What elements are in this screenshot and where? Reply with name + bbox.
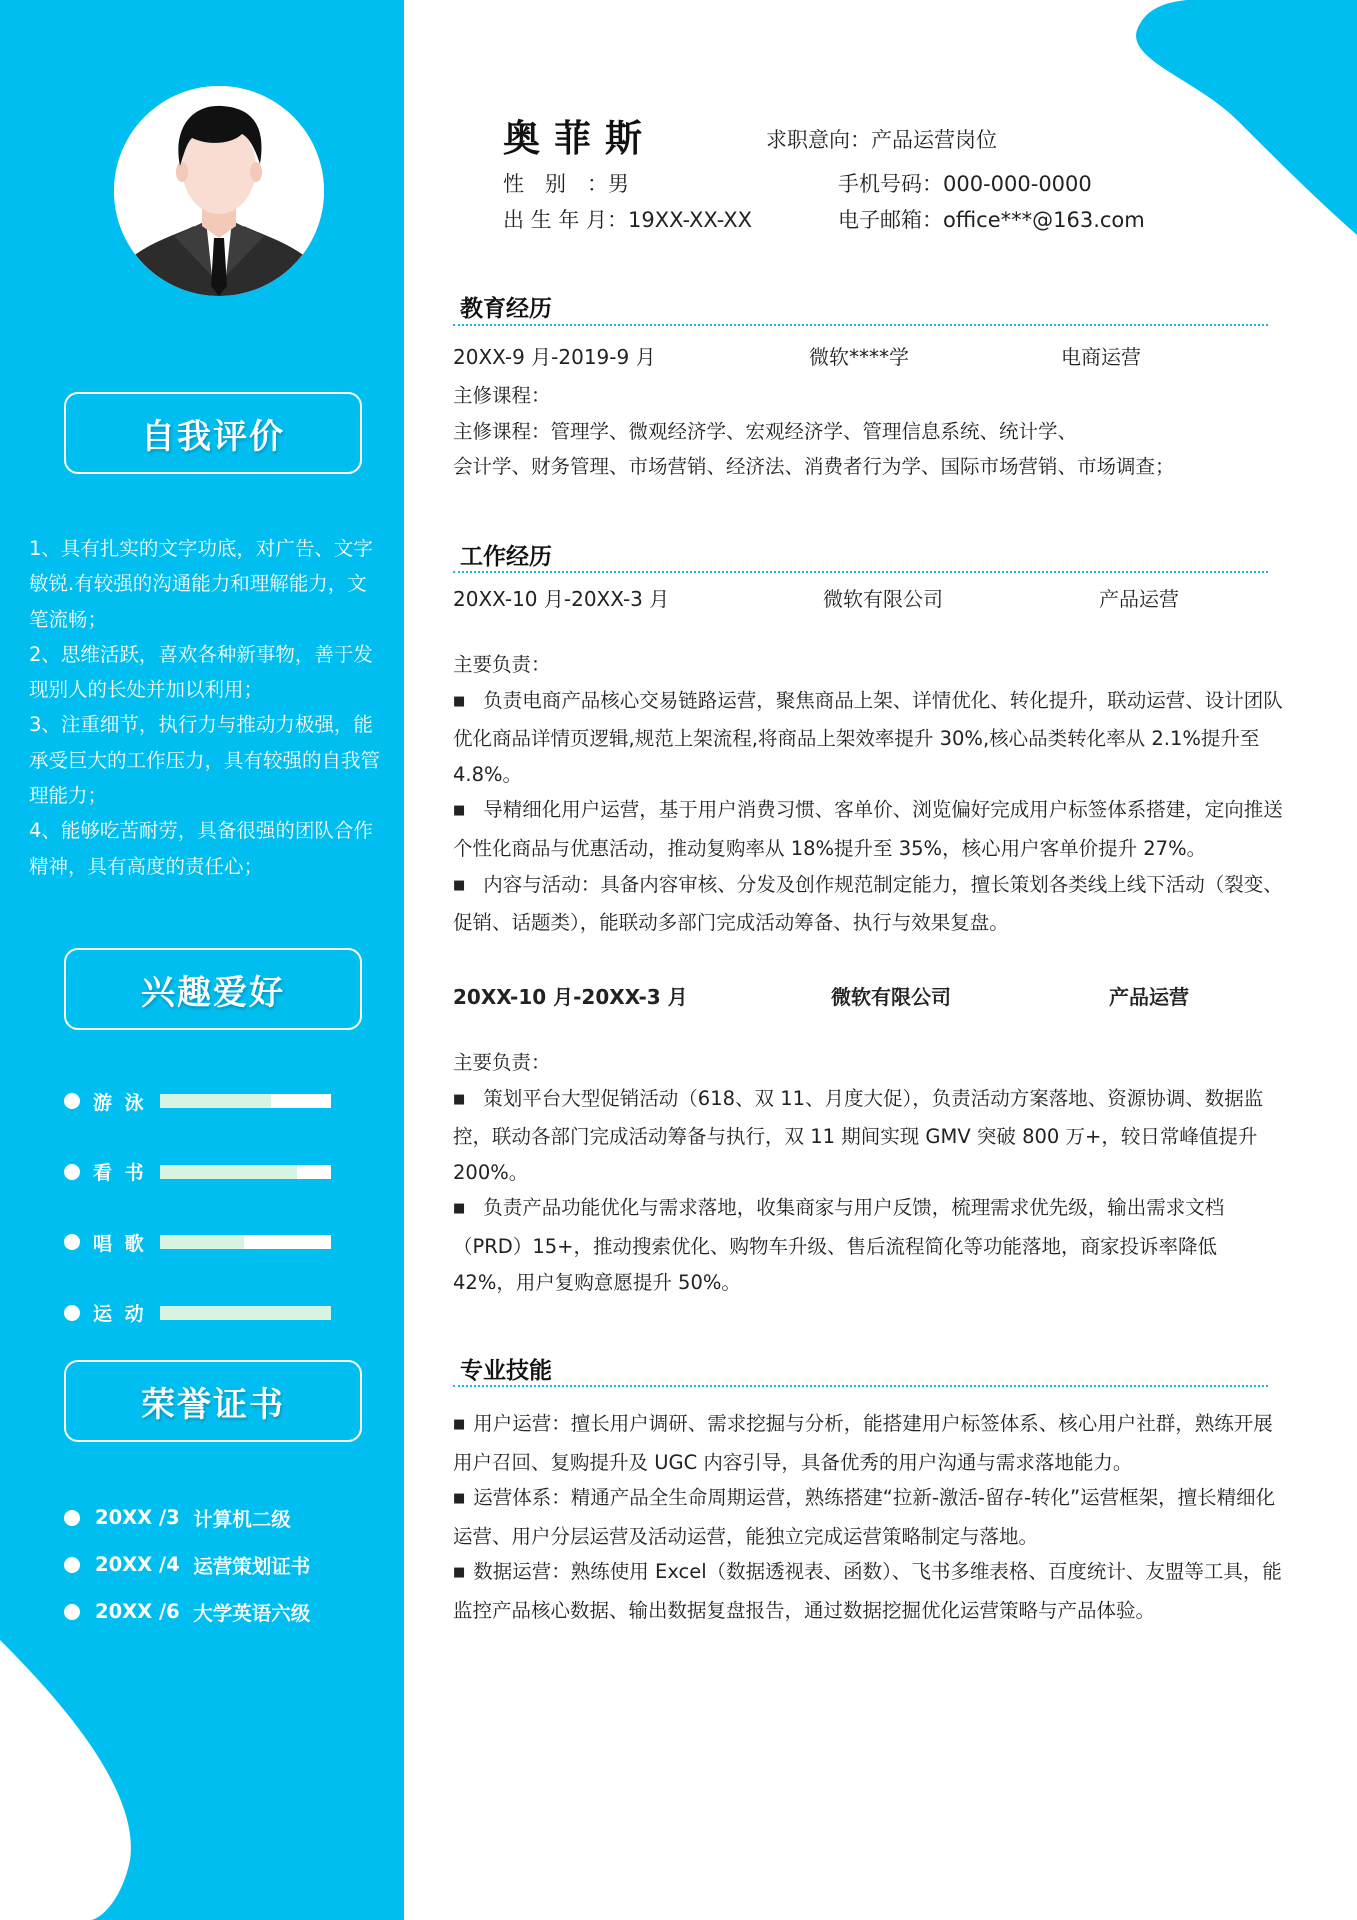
education-period: 20XX-9 月-2019-9 月 bbox=[453, 345, 656, 369]
bullet-dot-icon bbox=[64, 1234, 80, 1250]
job-intent-label: 求职意向： bbox=[766, 128, 871, 152]
skill-item: ■ 运营体系：精通产品全生命周期运营，熟练搭建“拉新-激活-留存-转化”运营框架，擅长精细化运营、用户分层运营及活动运营，能独立完成运营策略制定与落地。 bbox=[453, 1480, 1283, 1554]
self-evaluation-item: 4、能够吃苦耐劳，具备很强的团队合作精神，具有高度的责任心； bbox=[29, 819, 373, 878]
job-intent-value: 产品运营岗位 bbox=[871, 128, 997, 152]
sidebar bbox=[0, 0, 404, 1920]
education-major: 电商运营 bbox=[1061, 345, 1141, 369]
hobby-name: 游 泳 bbox=[93, 1091, 147, 1114]
hobby-item bbox=[64, 1137, 364, 1208]
phone-value: 000-000-0000 bbox=[943, 172, 1092, 196]
duty-item: ■ 策划平台大型促销活动（618、双 11、月度大促），负责活动方案落地、资源协调、数据监控，联动各部门完成活动筹备与执行，双 11 期间实现 GMV 突破 800 万+，较日常峰值提升 200%。 bbox=[453, 1081, 1283, 1191]
email-field bbox=[838, 204, 1145, 234]
hobby-level-bar bbox=[160, 1306, 331, 1320]
job-company: 微软有限公司 bbox=[831, 985, 951, 1009]
gender-value: 男 bbox=[608, 172, 629, 196]
skills-list bbox=[453, 1406, 1283, 1629]
certificate-date: 20XX /3 bbox=[95, 1506, 180, 1529]
duty-heading: 主要负责： bbox=[453, 1051, 551, 1074]
bullet-dot-icon bbox=[64, 1510, 80, 1526]
job-role: 产品运营 bbox=[1099, 587, 1179, 611]
section-divider bbox=[453, 571, 1268, 573]
job-intent bbox=[766, 124, 997, 154]
education-heading: 教育经历 bbox=[460, 296, 552, 322]
courses-line: 主修课程：管理学、微观经济学、宏观经济学、管理信息系统、统计学、 bbox=[453, 419, 1078, 443]
certificate-name: 运营策划证书 bbox=[193, 1554, 311, 1578]
certificates-heading: 荣誉证书 bbox=[64, 1360, 362, 1442]
job-period: 20XX-10 月-20XX-3 月 bbox=[453, 985, 688, 1009]
corner-wave-decoration bbox=[1127, 0, 1357, 240]
job-role: 产品运营 bbox=[1109, 985, 1189, 1009]
duty-heading: 主要负责： bbox=[453, 653, 551, 676]
section-divider bbox=[453, 1385, 1268, 1387]
certificate-item bbox=[64, 1541, 384, 1588]
self-evaluation-heading: 自我评价 bbox=[64, 392, 362, 474]
hobby-name: 看 书 bbox=[93, 1162, 147, 1185]
skills-heading: 专业技能 bbox=[460, 1358, 552, 1384]
certificate-date: 20XX /4 bbox=[95, 1553, 180, 1576]
bullet-dot-icon bbox=[64, 1305, 80, 1321]
avatar-icon bbox=[114, 86, 324, 296]
hobby-name: 运 动 bbox=[93, 1303, 147, 1326]
duty-item: ■ 负责电商产品核心交易链路运营，聚焦商品上架、详情优化、转化提升，联动运营、设计团队优化商品详情页逻辑,规范上架流程,将商品上架效率提升 30%,核心品类转化率从 2.1%提升至 4.8%。 bbox=[453, 683, 1283, 793]
certificate-date: 20XX /6 bbox=[95, 1600, 180, 1623]
avatar bbox=[114, 86, 324, 296]
self-evaluation-item: 2、思维活跃，喜欢各种新事物，善于发现别人的长处并加以利用； bbox=[29, 642, 373, 702]
certificate-item bbox=[64, 1588, 384, 1635]
hobby-item bbox=[64, 1278, 364, 1349]
duty-item: ■ 内容与活动：具备内容审核、分发及创作规范制定能力，擅长策划各类线上线下活动（裂变、促销、话题类），能联动多部门完成活动筹备、执行与效果复盘。 bbox=[453, 867, 1283, 941]
gender-field bbox=[503, 168, 629, 198]
self-evaluation-item: 1、具有扎实的文字功底，对广告、文字敏锐.有较强的沟通能力和理解能力，文笔流畅； bbox=[29, 537, 373, 631]
birthdate-label: 出 生 年 月： bbox=[503, 208, 629, 232]
bullet-dot-icon bbox=[64, 1557, 80, 1573]
work-heading: 工作经历 bbox=[460, 544, 552, 570]
hobby-name: 唱 歌 bbox=[93, 1232, 147, 1255]
phone-label: 手机号码： bbox=[838, 172, 943, 196]
hobby-level-bar bbox=[160, 1165, 331, 1179]
hobby-level-fill bbox=[160, 1235, 244, 1249]
gender-label: 性 别 ： bbox=[503, 172, 608, 196]
skill-item: ■ 用户运营：擅长用户调研、需求挖掘与分析，能搭建用户标签体系、核心用户社群，熟练开展用户召回、复购提升及 UGC 内容引导，具备优秀的用户沟通与需求落地能力。 bbox=[453, 1406, 1283, 1480]
bullet-dot-icon bbox=[64, 1164, 80, 1180]
email-value: office***@163.com bbox=[943, 208, 1145, 232]
bullet-dot-icon bbox=[64, 1093, 80, 1109]
self-evaluation-item: 3、注重细节，执行力与推动力极强，能承受巨大的工作压力，具有较强的自我管理能力； bbox=[29, 713, 381, 808]
duty-item: ■ 导精细化用户运营，基于用户消费习惯、客单价、浏览偏好完成用户标签体系搭建，定向推送个性化商品与优惠活动，推动复购率从 18%提升至 35%，核心用户客单价提升 27%。 bbox=[453, 792, 1283, 866]
job-duties bbox=[453, 647, 1283, 941]
email-label: 电子邮箱： bbox=[838, 208, 943, 232]
hobby-level-fill bbox=[160, 1306, 331, 1320]
courses-line: 会计学、财务管理、市场营销、经济法、消费者行为学、国际市场营销、市场调查； bbox=[453, 455, 1175, 479]
candidate-name: 奥菲斯 bbox=[503, 117, 656, 160]
certificate-item bbox=[64, 1494, 384, 1541]
job-company: 微软有限公司 bbox=[823, 587, 943, 611]
birthdate-field bbox=[503, 204, 752, 234]
birthdate-value: 19XX-XX-XX bbox=[628, 208, 753, 232]
courses-heading: 主修课程： bbox=[453, 384, 551, 407]
skill-item: ■ 数据运营：熟练使用 Excel（数据透视表、函数）、飞书多维表格、百度统计、友盟等工具，能监控产品核心数据、输出数据复盘报告，通过数据挖掘优化运营策略与产品体验。 bbox=[453, 1554, 1283, 1628]
hobby-level-fill bbox=[160, 1165, 297, 1179]
certificate-name: 大学英语六级 bbox=[193, 1601, 311, 1625]
bullet-dot-icon bbox=[64, 1604, 80, 1620]
hobby-level-bar bbox=[160, 1094, 331, 1108]
hobby-item bbox=[64, 1207, 364, 1278]
job-period: 20XX-10 月-20XX-3 月 bbox=[453, 587, 670, 611]
section-divider bbox=[453, 324, 1268, 326]
duty-item: ■ 负责产品功能优化与需求落地，收集商家与用户反馈，梳理需求优先级，输出需求文档（PRD）15+，推动搜索优化、购物车升级、售后流程简化等功能落地，商家投诉率降低 42%，用户复购意愿提升 50%。 bbox=[453, 1190, 1283, 1300]
self-evaluation-text bbox=[29, 531, 381, 884]
hobby-level-fill bbox=[160, 1094, 271, 1108]
education-courses bbox=[453, 378, 1283, 485]
certificate-list bbox=[64, 1494, 384, 1635]
job-duties bbox=[453, 1045, 1283, 1300]
education-school: 微软****学 bbox=[809, 345, 909, 369]
hobbies-heading: 兴趣爱好 bbox=[64, 948, 362, 1030]
hobby-item bbox=[64, 1066, 364, 1137]
hobby-list bbox=[64, 1066, 364, 1348]
phone-field bbox=[838, 168, 1092, 198]
hobby-level-bar bbox=[160, 1235, 331, 1249]
certificate-name: 计算机二级 bbox=[193, 1507, 291, 1531]
